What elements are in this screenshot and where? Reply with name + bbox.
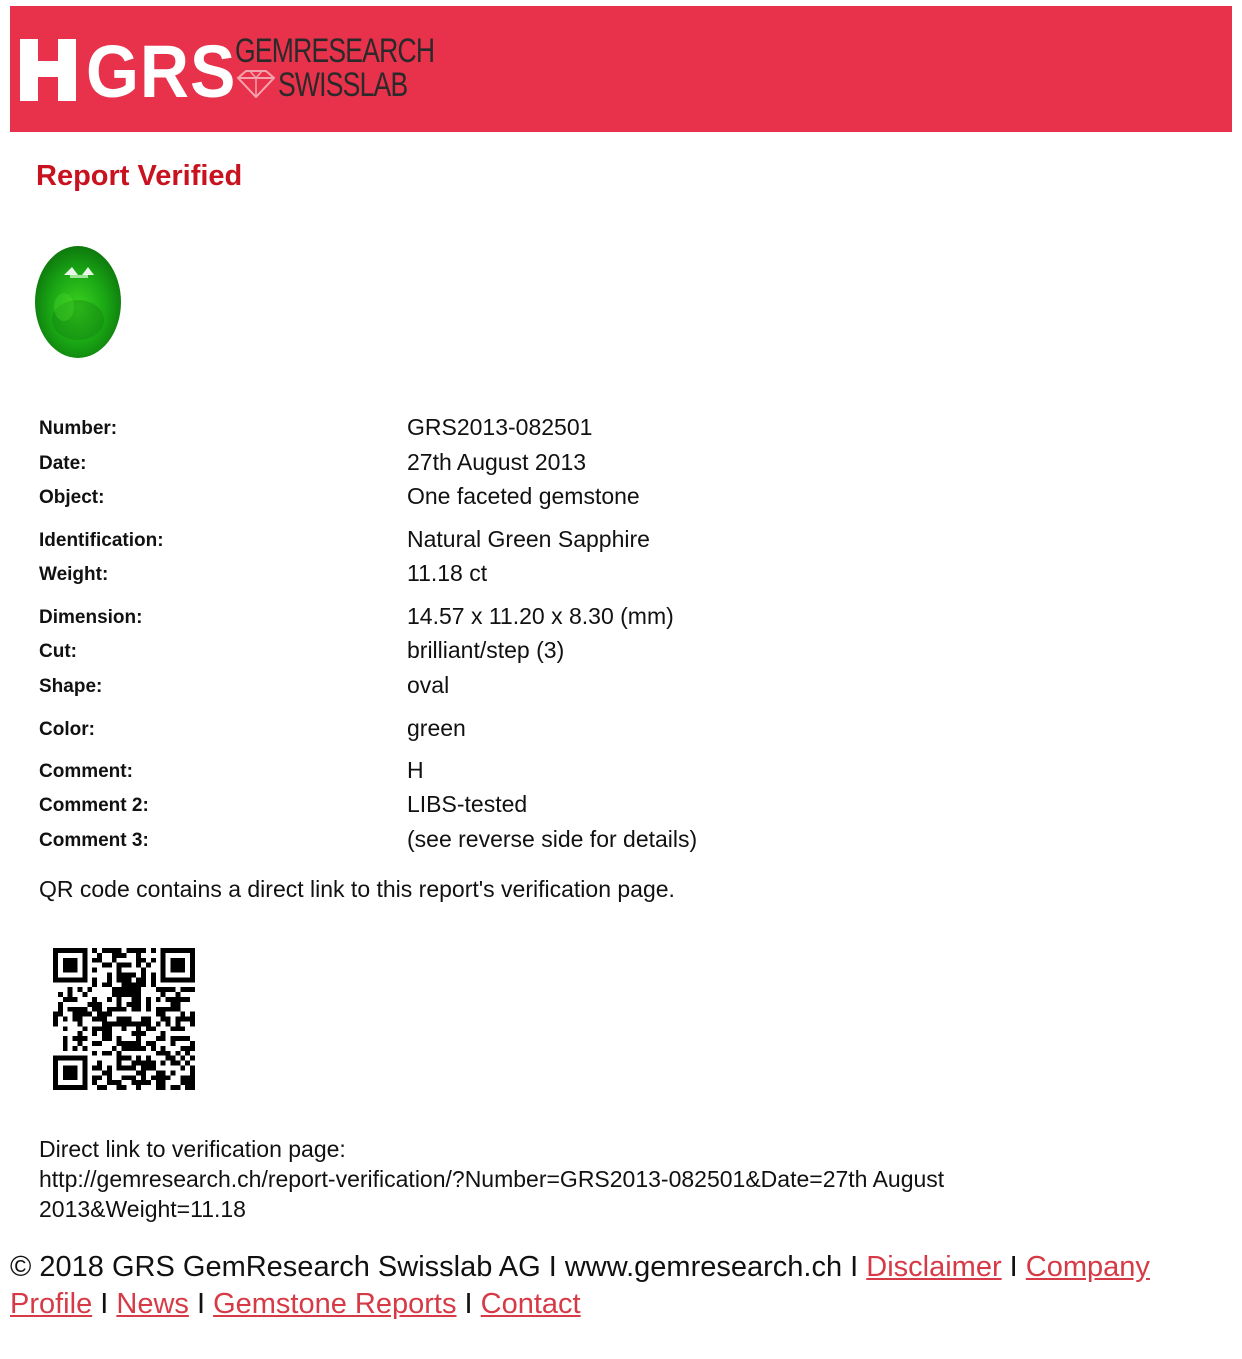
logo-brand-line1: GEMRESEARCH [235,32,435,70]
footer-link-contact[interactable]: Contact [480,1288,581,1320]
footer-separator: I [100,1288,109,1320]
qr-note: QR code contains a direct link to this report's verification page. [39,876,675,902]
detail-label: Object: [39,487,105,508]
site-header [10,6,1232,132]
footer-link-company-profile[interactable]: Company Profile [10,1251,1150,1320]
logo-grs-text: GRS [86,30,237,113]
detail-row [39,526,1039,556]
verification-url-line1[interactable]: http://gemresearch.ch/report-verification/?Number=GRS2013-082501&Date=27th August [39,1166,945,1192]
detail-value: green [407,715,466,741]
gemstone-image [34,245,124,360]
footer-copyright: © 2018 GRS GemResearch Swisslab AG I www.gemresearch.ch I [10,1251,859,1283]
detail-value: Natural Green Sapphire [407,526,650,552]
detail-value: One faceted gemstone [407,483,640,509]
detail-label: Identification: [39,530,164,551]
detail-value: oval [407,672,450,698]
footer-link-disclaimer[interactable]: Disclaimer [866,1251,1002,1283]
detail-value: 27th August 2013 [407,449,587,475]
detail-row [39,757,1039,787]
footer-separator: I [196,1288,206,1320]
detail-row [39,791,1039,821]
detail-label: Comment: [39,761,133,782]
page-title: Report Verified [36,160,243,192]
footer-link-news[interactable]: News [116,1288,189,1320]
detail-value: GRS2013-082501 [407,414,593,440]
detail-row [39,637,1039,667]
detail-label: Color: [39,719,95,740]
footer-link-gemstone-reports[interactable]: Gemstone Reports [213,1288,457,1320]
verification-url-line2[interactable]: 2013&Weight=11.18 [39,1196,246,1222]
detail-value: brilliant/step (3) [407,637,565,663]
detail-label: Shape: [39,676,103,697]
detail-label: Comment 3: [39,830,149,851]
detail-label: Comment 2: [39,795,149,816]
footer-separator: I [464,1288,473,1320]
detail-value: 14.57 x 11.20 x 8.30 (mm) [407,603,674,629]
detail-row [39,414,1039,444]
detail-label: Number: [39,418,118,439]
detail-label: Cut: [39,641,77,662]
detail-label: Weight: [39,564,109,585]
verification-heading: Direct link to verification page: [39,1136,346,1162]
detail-row [39,483,1039,513]
detail-row [39,826,1039,856]
detail-value: H [407,757,424,783]
detail-value: 11.18 ct [407,560,488,586]
detail-label: Dimension: [39,607,143,628]
verification-link-block [39,1134,944,1224]
footer-separator: I [1009,1251,1018,1283]
diamond-icon [236,70,276,98]
qr-code[interactable] [53,948,195,1090]
detail-value: (see reverse side for details) [407,826,698,852]
detail-label: Date: [39,453,87,474]
detail-row [39,603,1039,633]
detail-row [39,672,1039,702]
footer [10,1249,1210,1323]
detail-row [39,449,1039,479]
grs-logo-mark-icon [20,39,78,101]
detail-row [39,715,1039,745]
detail-value: LIBS-tested [407,791,528,817]
logo-brand-line2: SWISSLAB [278,66,408,104]
detail-row [39,560,1039,590]
